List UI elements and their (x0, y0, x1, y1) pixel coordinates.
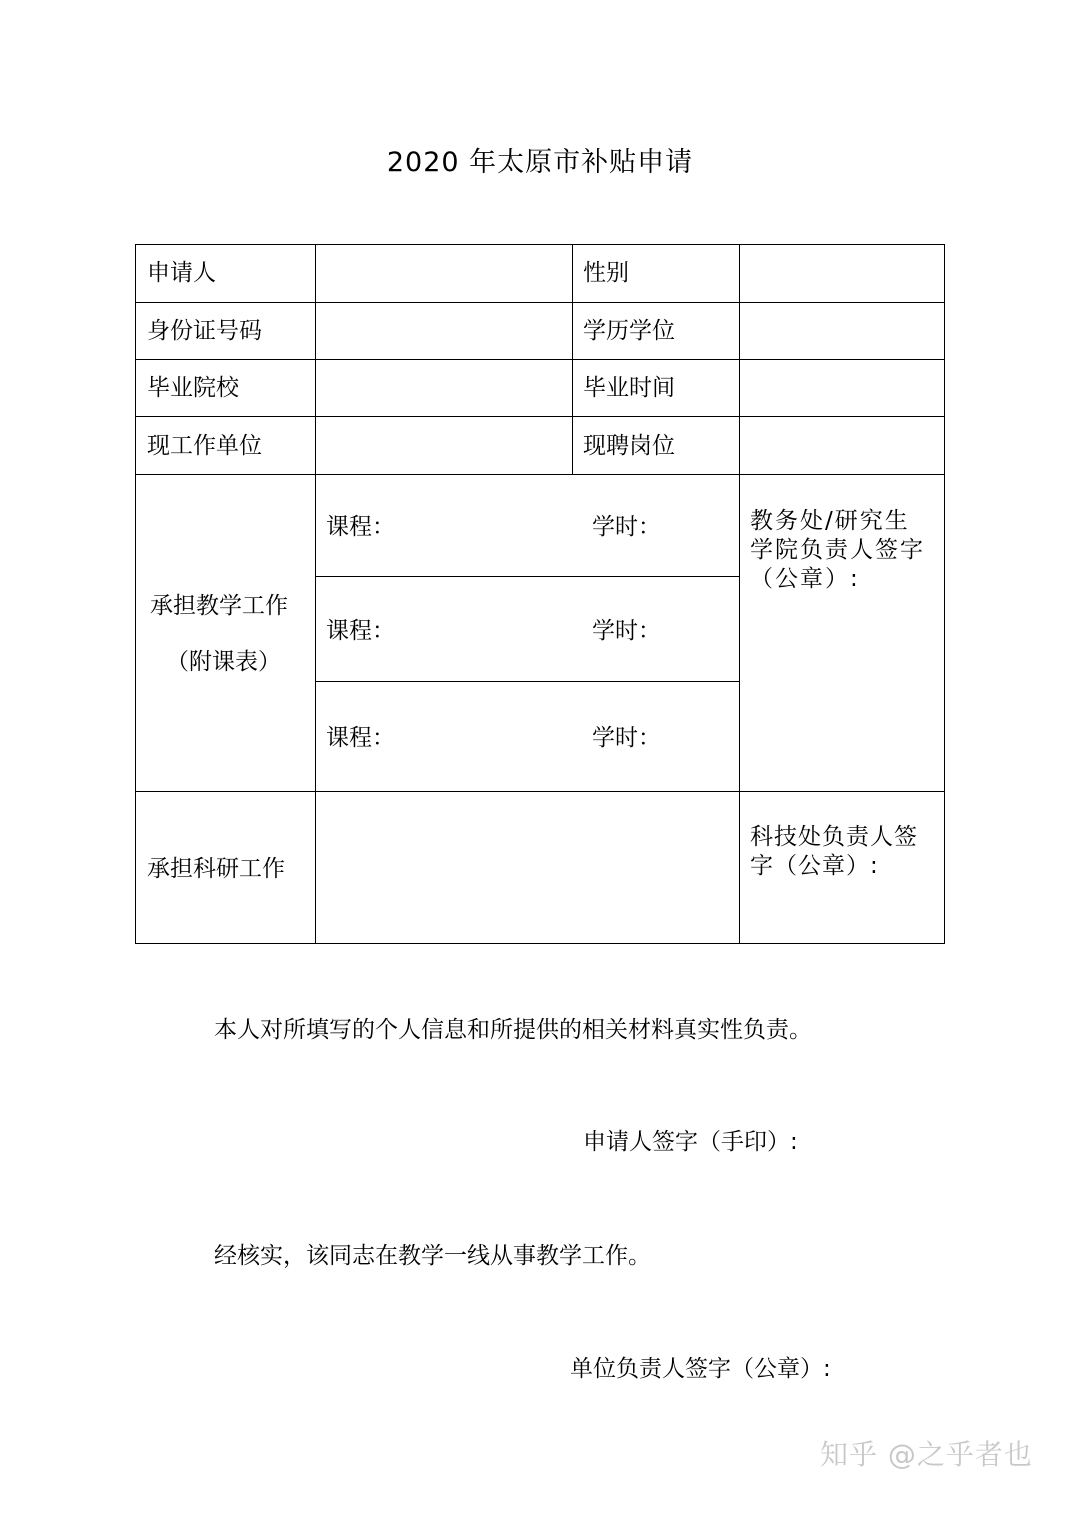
academic-sign-line-3: （公章）: (750, 566, 860, 592)
tech-sign-line-2: 字（公章）: (750, 853, 879, 879)
course-2-field[interactable] (392, 611, 582, 651)
academic-sign-line-1: 教务处/研究生 (750, 508, 910, 534)
teaching-schedule-note: （附课表） (166, 649, 281, 675)
academic-sign-line-2: 学院负责人签字 (750, 537, 925, 563)
tech-office-signature-field[interactable] (740, 885, 944, 943)
tech-office-signature-label (750, 823, 940, 881)
unit-signature-label: 单位负责人签字（公章）: (570, 1356, 831, 1382)
course-label: 课程： (326, 725, 395, 751)
col-divider (572, 245, 573, 474)
employer-field[interactable] (316, 417, 572, 474)
hours-2-field[interactable] (658, 611, 736, 651)
research-work-field[interactable] (316, 792, 739, 943)
course-label: 课程： (326, 514, 395, 540)
graduation-time-field[interactable] (740, 360, 944, 416)
zhihu-watermark: 知乎 @之乎者也 (820, 1438, 1033, 1471)
course-divider (315, 576, 739, 577)
hours-label: 学时： (592, 618, 661, 644)
id-number-field[interactable] (316, 303, 572, 359)
course-label: 课程： (326, 618, 395, 644)
position-label: 现聘岗位 (583, 433, 675, 459)
verification-text: 经核实，该同志在教学一线从事教学工作。 (214, 1243, 651, 1269)
hours-3-field[interactable] (658, 718, 736, 758)
applicant-field[interactable] (316, 245, 572, 302)
hours-label: 学时： (592, 514, 661, 540)
graduation-time-label: 毕业时间 (583, 375, 675, 401)
course-3-field[interactable] (392, 718, 582, 758)
application-form (135, 244, 945, 944)
tech-sign-line-1: 科技处负责人签 (750, 824, 918, 850)
employer-label: 现工作单位 (147, 433, 262, 459)
hours-label: 学时： (592, 725, 661, 751)
course-1-field[interactable] (392, 507, 582, 547)
id-number-label: 身份证号码 (147, 318, 262, 344)
school-label: 毕业院校 (147, 375, 239, 401)
applicant-signature-label: 申请人签字（手印）: (583, 1129, 798, 1155)
academic-affairs-signature-label (750, 507, 940, 594)
degree-label: 学历学位 (583, 318, 675, 344)
teaching-work-label: 承担教学工作 (150, 593, 288, 619)
declaration-text: 本人对所填写的个人信息和所提供的相关材料真实性负责。 (214, 1017, 812, 1043)
gender-field[interactable] (740, 245, 944, 302)
school-field[interactable] (316, 360, 572, 416)
document-title: 2020 年太原市补贴申请 (386, 147, 694, 178)
applicant-label: 申请人 (147, 260, 216, 286)
gender-label: 性别 (583, 260, 629, 286)
degree-field[interactable] (740, 303, 944, 359)
academic-affairs-signature-field[interactable] (740, 595, 944, 785)
hours-1-field[interactable] (658, 507, 736, 547)
position-field[interactable] (740, 417, 944, 474)
course-divider (315, 681, 739, 682)
row-divider (136, 474, 944, 475)
research-work-label: 承担科研工作 (147, 856, 285, 882)
